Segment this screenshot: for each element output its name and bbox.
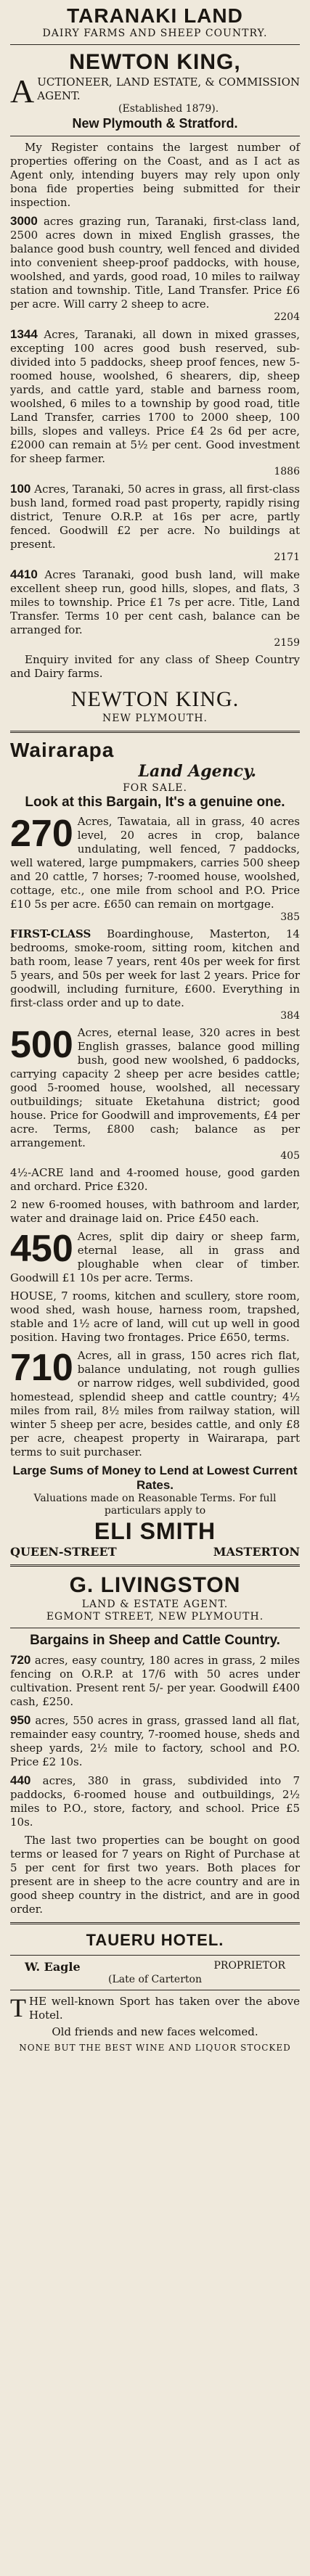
proprietor-name: W. Eagle: [25, 1960, 81, 1974]
listing-lead: 720: [10, 1653, 31, 1667]
listing-720-acres: [10, 1653, 300, 1709]
listing-950-acres: [10, 1713, 300, 1769]
listing-ref: 1886: [274, 466, 300, 477]
listing-ref: 2171: [274, 551, 300, 563]
section-divider: [10, 1564, 300, 1567]
taranaki-land-advert: [10, 4, 300, 725]
livingston-address: EGMONT STREET, NEW PLYMOUTH.: [46, 1611, 264, 1623]
hotel-dropcap: T: [10, 1993, 26, 2022]
listing-text: Acres, Tawataia, all in grass, 40 acres level, 20 acres in crop, balance undulating, well fenced, 7 paddocks, well watered, large pumpmakers, carries 500 sheep and 20 cattle, 7 horses; 7-roomed house, woolshed, cottage, etc., one mile from school and P.O. Price £10 5s per acre. £650 can remain on mortgage.: [10, 815, 300, 911]
listing-text: Acres, split dip dairy or sheep farm, eternal lease, all in grass and ploughable when clear of timber. Goodwill £1 10s per acre. Terms.: [10, 1230, 300, 1284]
listing-lead: FIRST-CLASS: [10, 927, 91, 940]
newton-king-place: NEW PLYMOUTH.: [102, 713, 208, 724]
section-divider: [10, 1922, 300, 1924]
proprietor-late: (Late of Carterton: [108, 1974, 202, 1985]
eli-smith-address: [10, 1545, 300, 1559]
listing-lead: 450: [10, 1228, 73, 1270]
for-sale-label: FOR SALE.: [123, 782, 187, 794]
taueru-hotel-advert: [10, 1930, 300, 2053]
newton-king-signoff: NEWTON KING.: [70, 687, 240, 711]
bargains-heading: Bargains in Sheep and Cattle Country.: [30, 1633, 280, 1648]
divider: [10, 1955, 300, 1956]
listing-text: Acres, Taranaki, 50 acres in grass, all first-class bush land, formed road past property, rapidly rising district, Tenure O.R.P. at 16s per acre, partly fenced. Goodwill £2 per acre. No buildings at present.: [10, 483, 300, 551]
listing-lead: 500: [10, 1024, 73, 1066]
listing-garden-house: 4½-ACRE land and 4-roomed house, good garden and orchard. Price £320.: [10, 1166, 300, 1193]
valuations-note: Valuations made on Reasonable Terms. For full particulars apply to: [33, 1493, 277, 1517]
listing-100-acres: [10, 482, 300, 551]
listing-text: Acres, eternal lease, 320 acres in best English grasses, balance good milling bush, good new woolshed, 6 paddocks, carrying capacity 2 sheep per acre besides cattle; good 5-roomed house, woolshed, all necessary outbuildings; situate Eketahuna district; good house. Price for Goodwill and improvements, £4 per acre. Terms, £800 cash; balance as per arrangement.: [10, 1026, 300, 1149]
enquiry-note: Enquiry invited for any class of Sheep Country and Dairy farms.: [10, 653, 300, 680]
listing-ref: 384: [280, 1010, 300, 1022]
listing-text: Acres, Taranaki, all down in mixed grasses, excepting 100 acres good bush reserved, sub-divided into 5 paddocks, sheep proof fences, new 5-roomed house, woolshed, 6 shearers, dip, sheep yards, and cattle yard, stable and barness room, woolshed, 6 miles to a township by good road, title Land Transfer, carries 1700 to 2000 sheep, 100 bills, slopes and valleys. Price £4 2s 6d per acre, £2000 can remain at 5½ per cent. Good investment for sheep farmer.: [10, 328, 300, 465]
listing-new-houses: 2 new 6-roomed houses, with bathroom and larder, water and drainage laid on. Price £450 each.: [10, 1198, 300, 1225]
listing-lead: 710: [10, 1347, 73, 1389]
listing-text: Acres Taranaki, good bush land, will make excellent sheep run, good hills, slopes, and flats, 3 miles to township. Price £1 7s per acre. Title, Land Transfer. Terms 10 per cent cash, balance can be arranged for.: [10, 568, 300, 636]
hotel-body-text: HE well-known Sport has taken over the above Hotel.: [29, 1995, 300, 2022]
listing-ref: 2159: [274, 637, 300, 649]
listing-270-acres: [10, 815, 300, 911]
listing-lead: 950: [10, 1713, 31, 1727]
taranaki-land-title: TARANAKI LAND: [67, 4, 243, 27]
taueru-hotel-title: TAUERU HOTEL.: [86, 1931, 224, 1949]
street-label: QUEEN-STREET: [10, 1545, 117, 1559]
wairarapa-advert: [10, 739, 300, 1559]
listing-3000-acres: [10, 214, 300, 311]
listing-ref: 385: [280, 911, 300, 923]
listing-lead: 4410: [10, 567, 38, 581]
bargain-heading: Look at this Bargain, It's a genuine one.: [25, 795, 285, 810]
hotel-footer: NONE BUT THE BEST WINE AND LIQUOR STOCKED: [19, 2043, 291, 2053]
divider: [10, 44, 300, 45]
listing-lead: 1344: [10, 327, 38, 341]
listing-text: acres, easy country, 180 acres in grass, 2 miles fencing on O.R.P. at 17/6 with 50 acres under cultivation. Present rent 5/- per year. Goodwill £400 cash, £250.: [10, 1654, 300, 1708]
listing-1344-acres: [10, 327, 300, 466]
livingston-title: G. LIVINGSTON: [69, 1573, 241, 1597]
livingston-advert: [10, 1572, 300, 1916]
listing-440-acres: [10, 1773, 300, 1829]
register-text: My Register contains the largest number of properties offering on the Coast, and as I act as Agent only, intending buyers may rely upon only bona fide properties being submitted for their inspection.: [10, 141, 300, 209]
taranaki-land-subtitle: DAIRY FARMS AND SHEEP COUNTRY.: [42, 28, 268, 39]
eli-smith-name: ELI SMITH: [94, 1518, 216, 1544]
intro-dropcap: A: [10, 73, 35, 110]
livingston-closing: The last two properties can be bought on good terms or leased for 7 years on Right of Purchase at 5 per cent for first two years. Both places for present are in sheep to the acre country and are in good sheep country in the district, and are in good order.: [10, 1834, 300, 1916]
listing-text: acres, 550 acres in grass, grassed land all flat, remainder easy country, 7-roomed house, sheds and sheep yards, 2½ mile to factory, school and P.O. Price £2 10s.: [10, 1714, 300, 1768]
listing-text: Acres, all in grass, 150 acres rich flat, balance undulating, not rough gullies or narrow ridges, well subdivided, good homestead, splendid sheep and cattle country; 4½ miles from rail, 8½ miles from railway station, will winter 5 sheep per acre, besides cattle, and only £8 per acre, cheapest property in Wairarapa, part terms to suit purchaser.: [10, 1349, 300, 1459]
section-divider: [10, 731, 300, 733]
listing-lead: 100: [10, 482, 31, 496]
intro-text: UCTIONEER, LAND ESTATE, & COMMISSION AGENT.: [37, 75, 300, 102]
listing-boardinghouse: [10, 927, 300, 1010]
hotel-welcome: Old friends and new faces welcomed.: [52, 2025, 258, 2038]
listing-lead: 3000: [10, 214, 38, 228]
established-note: (Established 1879).: [118, 103, 219, 115]
town-label: MASTERTON: [213, 1545, 300, 1559]
listing-450-acres: [10, 1230, 300, 1285]
listing-house-7-rooms: HOUSE, 7 rooms, kitchen and scullery, store room, wood shed, wash house, harness room, trapshed, stable and 1½ acre of land, will cut up well in good position. Having two frontages. Price £650, terms.: [10, 1289, 300, 1344]
listing-4410-acres: [10, 567, 300, 637]
hotel-body: [10, 1995, 300, 2022]
listing-text: acres grazing run, Taranaki, first-class land, 2500 acres down in mixed English grasses, the balance good bush country, well fenced and divided into convenient sheep-proof paddocks, with house, woolshed, and yards, good road, 10 miles to railway station and township. Title, Land Transfer. Price £6 per acre. Will carry 2 sheep to acre.: [10, 215, 300, 311]
listing-text: Boardinghouse, Masterton, 14 bedrooms, smoke-room, sitting room, kitchen and bath room, lease 7 years, rent 40s per week for first 5 years, and 50s per week for last 2 years. Price for goodwill, including furniture, £600. Everything in first-class order and up to date.: [10, 927, 300, 1009]
listing-ref: 405: [280, 1150, 300, 1162]
listing-710-acres: [10, 1349, 300, 1459]
livingston-subtitle: LAND & ESTATE AGENT.: [81, 1599, 229, 1610]
listing-lead: 270: [10, 813, 73, 855]
listing-500-acres: [10, 1026, 300, 1150]
listing-text: acres, 380 in grass, subdivided into 7 paddocks, 6-roomed house and outbuildings, 2½ miles to P.O., store, factory, and school. Price £5 10s.: [10, 1774, 300, 1829]
money-to-lend: Large Sums of Money to Lend at Lowest Current Rates.: [12, 1464, 298, 1492]
listing-lead: 440: [10, 1773, 31, 1787]
proprietor-line: [10, 1960, 300, 1974]
wairarapa-title: Wairarapa: [10, 739, 115, 761]
proprietor-role: PROPRIETOR: [213, 1960, 285, 1972]
locations: New Plymouth & Stratford.: [72, 116, 238, 131]
newton-king-heading: NEWTON KING,: [69, 50, 241, 74]
land-agency-title: Land Agency.: [138, 762, 256, 781]
listing-ref: 2204: [274, 311, 300, 323]
